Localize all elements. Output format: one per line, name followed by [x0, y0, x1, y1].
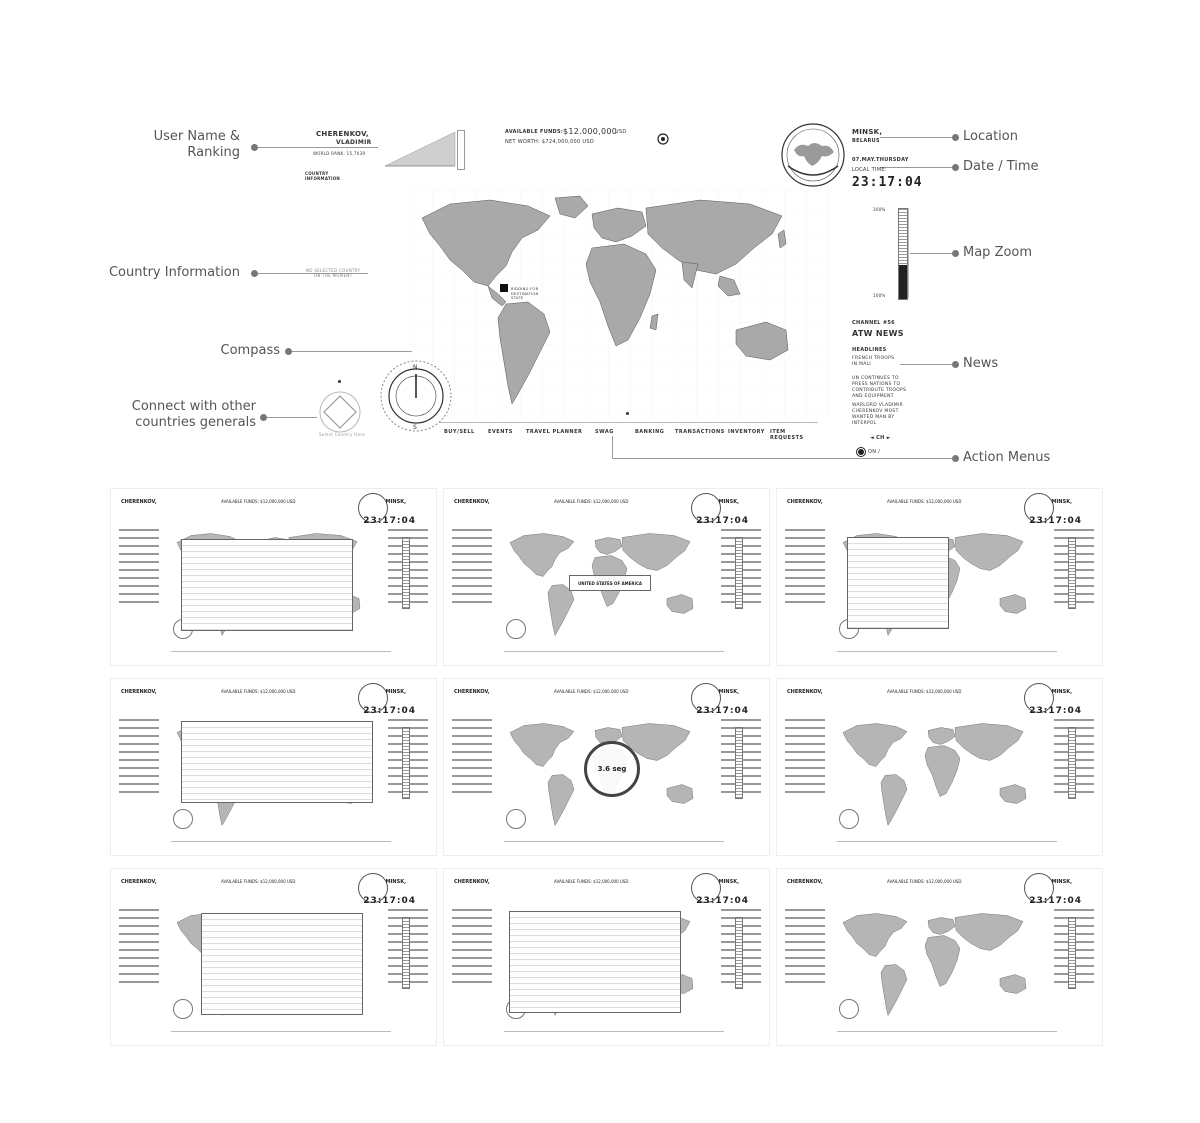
- zoom-min-label: 100%: [873, 293, 886, 298]
- thumb-funds: AVAILABLE FUNDS: $12,000,000 USD: [554, 499, 629, 504]
- thumb-left-panel: [119, 529, 159, 649]
- thumbnail-grid: [110, 488, 1110, 1053]
- selected-marker[interactable]: [500, 284, 508, 292]
- power-label: ON /: [868, 449, 881, 455]
- screen-thumbnail: [776, 488, 1103, 666]
- compass-icon: [173, 999, 193, 1019]
- callout-line: [292, 351, 412, 352]
- thumb-overlay-panel: UNITED STATES OF AMERICA: [569, 575, 651, 591]
- thumb-funds: AVAILABLE FUNDS: $12,000,000 USD: [221, 499, 296, 504]
- action-menu-bar: [440, 422, 818, 441]
- thumb-action-menu: [837, 1031, 1057, 1038]
- thumb-city: MINSK,: [718, 689, 739, 695]
- callout-user-name-ranking: User Name & Ranking: [153, 129, 240, 160]
- thumb-time: 23:17:04: [1029, 516, 1082, 526]
- callout-dot: [251, 270, 258, 277]
- callout-dot: [285, 348, 292, 355]
- thumb-time: 23:17:04: [363, 896, 416, 906]
- thumb-funds: AVAILABLE FUNDS: $12,000,000 USD: [221, 879, 296, 884]
- date: 07.MAY.THURSDAY: [852, 157, 909, 163]
- connect-icon[interactable]: [318, 390, 362, 434]
- thumb-action-menu: [504, 651, 724, 658]
- thumb-funds: AVAILABLE FUNDS: $12,000,000 USD: [887, 879, 962, 884]
- callout-dot: [952, 164, 959, 171]
- thumb-city: MINSK,: [385, 879, 406, 885]
- thumb-user-name: CHERENKOV,: [454, 689, 490, 695]
- channel-control[interactable]: ◄ CH ►: [870, 435, 891, 441]
- thumb-action-menu: [171, 651, 391, 658]
- callout-dot: [952, 134, 959, 141]
- thumb-city: MINSK,: [1051, 689, 1072, 695]
- thumb-zoom-slider: [1068, 727, 1076, 799]
- available-funds-unit: USD: [615, 129, 627, 135]
- location-country: BELARUS: [852, 138, 880, 144]
- svg-text:S: S: [413, 424, 417, 431]
- callout-line: [612, 436, 613, 458]
- thumb-overlay-panel: [181, 539, 353, 631]
- headline-2[interactable]: UN CONTINUES TO PRESS NATIONS TO CONTRIBUTE TROOPS AND EQUIPMENT: [852, 376, 907, 399]
- callout-line: [880, 167, 952, 168]
- thumb-action-menu: [837, 841, 1057, 848]
- settings-icon[interactable]: [657, 133, 669, 145]
- thumb-zoom-slider: [1068, 537, 1076, 609]
- thumb-overlay-panel: [847, 537, 949, 629]
- thumb-left-panel: [452, 529, 492, 649]
- callout-dot: [260, 414, 267, 421]
- svg-text:N: N: [413, 364, 418, 371]
- thumb-time: 23:17:04: [363, 706, 416, 716]
- thumb-user-name: CHERENKOV,: [787, 689, 823, 695]
- thumb-zoom-slider: [402, 537, 410, 609]
- thumb-city: MINSK,: [385, 499, 406, 505]
- menu-item-requests[interactable]: ITEM REQUESTS: [770, 429, 804, 441]
- compass-icon: [839, 809, 859, 829]
- thumb-zoom-slider: [735, 727, 743, 799]
- thumb-left-panel: [785, 719, 825, 839]
- local-time-label: LOCAL TIME:: [852, 167, 887, 173]
- screen-thumbnail: [110, 488, 437, 666]
- headline-1[interactable]: FRENCH TROOPS IN MALI: [852, 356, 895, 367]
- menu-buy-sell[interactable]: BUY/SELL: [444, 429, 475, 435]
- thumb-overlay-panel: [509, 911, 681, 1013]
- thumb-time: 23:17:04: [696, 896, 749, 906]
- thumb-zoom-slider: [402, 917, 410, 989]
- news-station: ATW NEWS: [852, 329, 904, 338]
- compass-icon: [839, 999, 859, 1019]
- thumb-zoom-slider: [402, 727, 410, 799]
- menu-swag[interactable]: SWAG: [595, 429, 614, 435]
- thumb-time: 23:17:04: [1029, 896, 1082, 906]
- thumb-time: 23:17:04: [363, 516, 416, 526]
- thumb-funds: AVAILABLE FUNDS: $12,000,000 USD: [554, 689, 629, 694]
- callout-line: [880, 137, 952, 138]
- thumb-time: 23:17:04: [1029, 706, 1082, 716]
- callout-compass: Compass: [220, 343, 280, 358]
- location-city: MINSK,: [852, 128, 883, 136]
- thumb-user-name: CHERENKOV,: [454, 879, 490, 885]
- screen-thumbnail: [110, 868, 437, 1046]
- zoom-slider[interactable]: [898, 208, 908, 300]
- screen-thumbnail: [443, 678, 770, 856]
- thumb-action-menu: [171, 1031, 391, 1038]
- news-channel: CHANNEL #56: [852, 320, 895, 326]
- thumb-zoom-slider: [735, 917, 743, 989]
- thumb-user-name: CHERENKOV,: [121, 499, 157, 505]
- user-surname: VLADIMIR: [336, 139, 372, 146]
- available-funds-value: $12.000,000: [563, 127, 618, 136]
- thumb-user-name: CHERENKOV,: [454, 499, 490, 505]
- callout-dot: [952, 250, 959, 257]
- world-rank: WORLD RANK: 15,7039: [313, 151, 366, 156]
- headline-3[interactable]: WARLORD VLADIMIR CHERENKOV MOST WANTED MAN BY INTERPOL: [852, 403, 904, 426]
- callout-date-time: Date / Time: [963, 159, 1039, 174]
- thumb-world-map: [837, 717, 1047, 835]
- thumb-funds: AVAILABLE FUNDS: $12,000,000 USD: [887, 689, 962, 694]
- thumb-city: MINSK,: [1051, 499, 1072, 505]
- compass-icon: [173, 809, 193, 829]
- available-funds-label: AVAILABLE FUNDS:: [505, 129, 564, 135]
- world-map[interactable]: [410, 190, 830, 420]
- thumb-city: MINSK,: [1051, 879, 1072, 885]
- thumb-user-name: CHERENKOV,: [787, 879, 823, 885]
- ranking-scale: [457, 130, 465, 170]
- thumb-left-panel: [452, 719, 492, 839]
- menu-travel-planner[interactable]: TRAVEL PLANNER: [526, 429, 583, 435]
- menu-transactions[interactable]: TRANSACTIONS: [675, 429, 725, 435]
- screen-thumbnail: [776, 868, 1103, 1046]
- screen-thumbnail: [776, 678, 1103, 856]
- thumb-overlay-panel: 3.6 seg: [584, 741, 640, 797]
- thumb-left-panel: [785, 909, 825, 1029]
- compass-icon: [506, 619, 526, 639]
- globe-icon[interactable]: [780, 122, 846, 188]
- thumb-funds: AVAILABLE FUNDS: $12,000,000 USD: [221, 689, 296, 694]
- callout-line: [910, 253, 952, 254]
- screen-thumbnail: [110, 678, 437, 856]
- screen-thumbnail: [443, 868, 770, 1046]
- thumb-funds: AVAILABLE FUNDS: $12,000,000 USD: [554, 879, 629, 884]
- callout-location: Location: [963, 129, 1018, 144]
- user-name: CHERENKOV,: [316, 130, 369, 138]
- thumb-left-panel: [785, 529, 825, 649]
- thumb-zoom-slider: [735, 537, 743, 609]
- callout-line: [900, 364, 952, 365]
- callout-dot: [251, 144, 258, 151]
- thumb-city: MINSK,: [718, 879, 739, 885]
- callout-news: News: [963, 356, 999, 371]
- callout-country-information: Country Information: [108, 265, 240, 280]
- thumb-city: MINSK,: [718, 499, 739, 505]
- thumb-left-panel: [119, 909, 159, 1029]
- thumb-overlay-panel: [181, 721, 373, 803]
- callout-dot: [952, 455, 959, 462]
- thumb-time: 23:17:04: [696, 516, 749, 526]
- thumb-action-menu: [837, 651, 1057, 658]
- map-center-dot: [626, 412, 629, 415]
- callout-line: [258, 147, 378, 148]
- country-info-label[interactable]: COUNTRY INFORMATION: [305, 171, 341, 181]
- callout-line: [267, 417, 317, 418]
- callout-map-zoom: Map Zoom: [963, 245, 1033, 260]
- country-hint: NO SELECTED COUNTRY ON THE MOMENT: [306, 268, 361, 278]
- callout-action-menus: Action Menus: [963, 450, 1051, 465]
- thumb-left-panel: [119, 719, 159, 839]
- net-worth: NET WORTH: $724,000,000 USD: [505, 139, 594, 145]
- thumb-user-name: CHERENKOV,: [121, 689, 157, 695]
- ranking-chart: [385, 130, 457, 168]
- power-icon[interactable]: [856, 447, 866, 457]
- compass-pointer: [338, 380, 341, 383]
- callout-connect: Connect with other countries generals: [131, 399, 256, 430]
- zoom-ticks: [908, 208, 913, 298]
- thumb-time: 23:17:04: [696, 706, 749, 716]
- thumb-user-name: CHERENKOV,: [121, 879, 157, 885]
- menu-inventory[interactable]: INVENTORY: [728, 429, 765, 435]
- thumb-action-menu: [504, 1031, 724, 1038]
- thumb-city: MINSK,: [385, 689, 406, 695]
- zoom-max-label: 300%: [873, 207, 886, 212]
- zoom-level-fill: [899, 265, 907, 299]
- headlines-label: HEADLINES: [852, 347, 887, 353]
- local-time: 23:17:04: [852, 175, 923, 190]
- screen-thumbnail: [443, 488, 770, 666]
- marker-label: BIDDING FOR DESTINATION STATE: [511, 287, 539, 300]
- thumb-zoom-slider: [1068, 917, 1076, 989]
- compass-icon: [506, 809, 526, 829]
- callout-line: [612, 458, 952, 459]
- thumb-left-panel: [452, 909, 492, 1029]
- connect-label: Select Country Here: [319, 432, 365, 437]
- callout-dot: [952, 361, 959, 368]
- menu-banking[interactable]: BANKING: [635, 429, 665, 435]
- thumb-overlay-panel: [201, 913, 363, 1015]
- thumb-user-name: CHERENKOV,: [787, 499, 823, 505]
- thumb-action-menu: [171, 841, 391, 848]
- menu-events[interactable]: EVENTS: [488, 429, 513, 435]
- thumb-world-map: [837, 907, 1047, 1025]
- thumb-action-menu: [504, 841, 724, 848]
- thumb-funds: AVAILABLE FUNDS: $12,000,000 USD: [887, 499, 962, 504]
